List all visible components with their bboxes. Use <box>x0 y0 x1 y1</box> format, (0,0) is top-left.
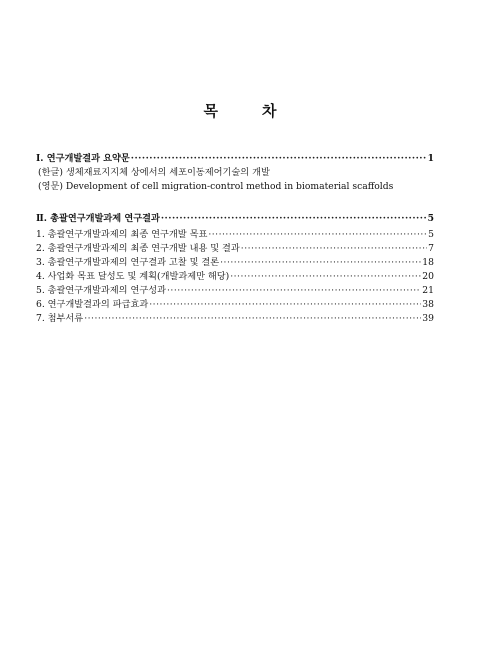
toc-item-page: 39 <box>422 313 434 324</box>
dot-leader <box>131 152 427 166</box>
toc-item-label: 5. 총괄연구개발과제의 연구성과 <box>36 285 166 296</box>
toc-item-page: 5 <box>428 229 434 240</box>
toc-item-page: 18 <box>422 257 434 268</box>
toc-item-label: 7. 첨부서류 <box>36 313 84 324</box>
toc-item-label: 4. 사업화 목표 달성도 및 계획(개발과제만 해당) <box>36 271 230 282</box>
toc-item-page: 21 <box>422 285 434 296</box>
dot-leader <box>208 228 427 242</box>
toc-entry-label: Ⅰ. 연구개발결과 요약문 <box>36 153 130 164</box>
toc-item-2[interactable] <box>36 242 434 256</box>
page-title <box>0 100 480 121</box>
toc-section-2 <box>36 212 434 326</box>
dot-leader <box>161 212 427 226</box>
toc-item-label: 1. 총괄연구개발과제의 최종 연구개발 목표 <box>36 229 208 240</box>
toc-item-page: 7 <box>428 243 434 254</box>
dot-leader <box>84 312 421 326</box>
toc-item-label: 6. 연구개발결과의 파급효과 <box>36 299 149 310</box>
toc-item-6[interactable] <box>36 298 434 312</box>
dot-leader <box>220 256 421 270</box>
dot-leader <box>230 270 421 284</box>
dot-leader <box>149 298 421 312</box>
toc-item-page: 38 <box>422 299 434 310</box>
korean-title-text: (한글) 생체재료지지체 상에서의 세포이동제어기술의 개발 <box>38 167 270 178</box>
toc-item-label: 2. 총괄연구개발과제의 최종 연구개발 내용 및 결과 <box>36 243 240 254</box>
toc-section-1 <box>36 152 434 194</box>
toc-entry-page: 5 <box>427 213 434 224</box>
dot-leader <box>241 242 427 256</box>
toc-item-7[interactable] <box>36 312 434 326</box>
toc-item-4[interactable] <box>36 270 434 284</box>
toc-item-label: 3. 총괄연구개발과제의 연구결과 고찰 및 결론 <box>36 257 220 268</box>
toc-item-page: 20 <box>422 271 434 282</box>
english-title-text: (영문) Development of cell migration-control method in biomaterial scaffolds <box>38 181 394 192</box>
title-char-2: 차 <box>262 102 277 120</box>
toc-item-3[interactable] <box>36 256 434 270</box>
dot-leader <box>167 284 421 298</box>
toc-entry-label: Ⅱ. 총괄연구개발과제 연구결과 <box>36 213 160 224</box>
toc-english-title <box>36 180 434 194</box>
toc-entry-page: 1 <box>427 153 434 164</box>
toc-korean-title <box>36 166 434 180</box>
toc-entry-section-1[interactable] <box>36 152 434 166</box>
toc-item-1[interactable] <box>36 228 434 242</box>
toc-item-5[interactable] <box>36 284 434 298</box>
toc-entry-section-2[interactable] <box>36 212 434 226</box>
title-char-1: 목 <box>203 102 218 120</box>
